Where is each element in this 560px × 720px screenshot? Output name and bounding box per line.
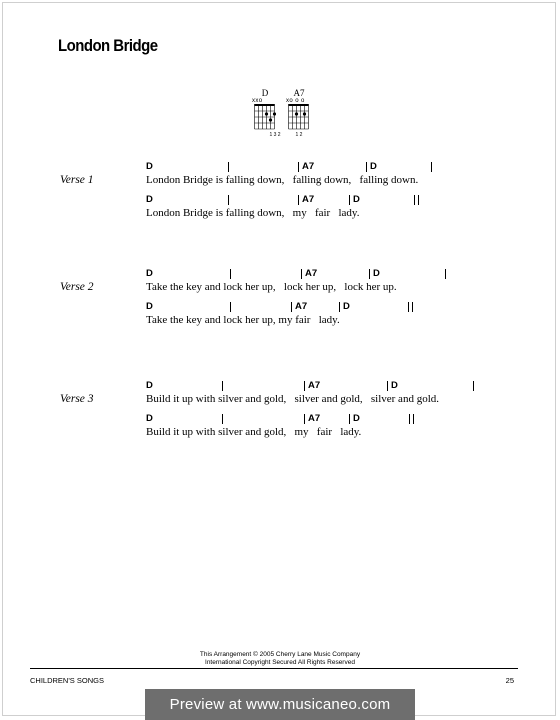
copyright-line: This Arrangement © 2005 Cherry Lane Music Company [199,651,361,658]
bar-line [298,162,299,172]
bar-line [369,269,370,279]
chord: D [146,194,153,205]
chord: D [146,301,153,312]
final-double-bar [409,414,414,424]
chord-row [0,413,560,427]
chord: A7 [302,161,315,172]
page-number: 25 [505,676,514,685]
finger-numbers: 1 3 2 [269,132,281,138]
bar-line [222,414,223,424]
chord: D [353,194,360,205]
final-double-bar [414,195,419,205]
chord-row [0,380,560,394]
chord: D [373,268,380,279]
verse-2-label: Verse 2 [60,281,94,293]
footer-divider [30,668,518,669]
bar-line [349,414,350,424]
chord: D [343,301,350,312]
chord: D [370,161,377,172]
page-border [2,2,556,716]
bar-line [387,381,388,391]
chord-diagram-name: D [261,88,269,98]
copyright-notice [0,651,560,667]
book-title: CHILDREN'S SONGS [30,676,104,685]
chord-diagram-name: A7 [293,88,305,98]
chord-row [0,301,560,315]
chord: A7 [302,194,315,205]
chord: D [353,413,360,424]
bar-line [349,195,350,205]
chord-grid-a7 [288,104,310,130]
verse-1-label: Verse 1 [60,174,94,186]
chord: D [146,268,153,279]
chord: A7 [308,380,321,391]
chord: A7 [295,301,308,312]
bar-line [301,269,302,279]
chord-row [0,161,560,175]
bar-line [222,381,223,391]
bar-line [339,302,340,312]
chord: D [146,380,153,391]
lyric-line: Take the key and lock her up, lock her up, lock her up. [146,281,397,293]
bar-line [445,269,446,279]
bar-line [228,162,229,172]
string-marks: xo o o [286,98,305,104]
bar-line [230,269,231,279]
bar-line [304,414,305,424]
bar-line [228,195,229,205]
bar-line [304,381,305,391]
copyright-line: International Copyright Secured All Rights Reserved [205,659,355,666]
preview-banner[interactable]: Preview at www.musicaneo.com [145,689,415,720]
chord-grid-d [254,104,276,130]
lyric-line: London Bridge is falling down, my fair lady. [146,207,360,219]
bar-line [291,302,292,312]
lyric-line: London Bridge is falling down, falling down, falling down. [146,174,419,186]
chord-row [0,194,560,208]
lyric-line: Build it up with silver and gold, my fair lady. [146,426,362,438]
bar-line [298,195,299,205]
string-marks: xxo [252,98,263,104]
bar-line [366,162,367,172]
chord: D [146,413,153,424]
bar-line [230,302,231,312]
lyric-line: Build it up with silver and gold, silver and gold, silver and gold. [146,393,439,405]
bar-line [473,381,474,391]
finger-numbers: 1 2 [295,132,303,138]
lyric-line: Take the key and lock her up, my fair lady. [146,314,340,326]
song-title: London Bridge [58,36,158,55]
bar-line [431,162,432,172]
final-double-bar [408,302,413,312]
chord: A7 [305,268,318,279]
chord: A7 [308,413,321,424]
chord-row [0,268,560,282]
chord: D [146,161,153,172]
chord: D [391,380,398,391]
verse-3-label: Verse 3 [60,393,94,405]
